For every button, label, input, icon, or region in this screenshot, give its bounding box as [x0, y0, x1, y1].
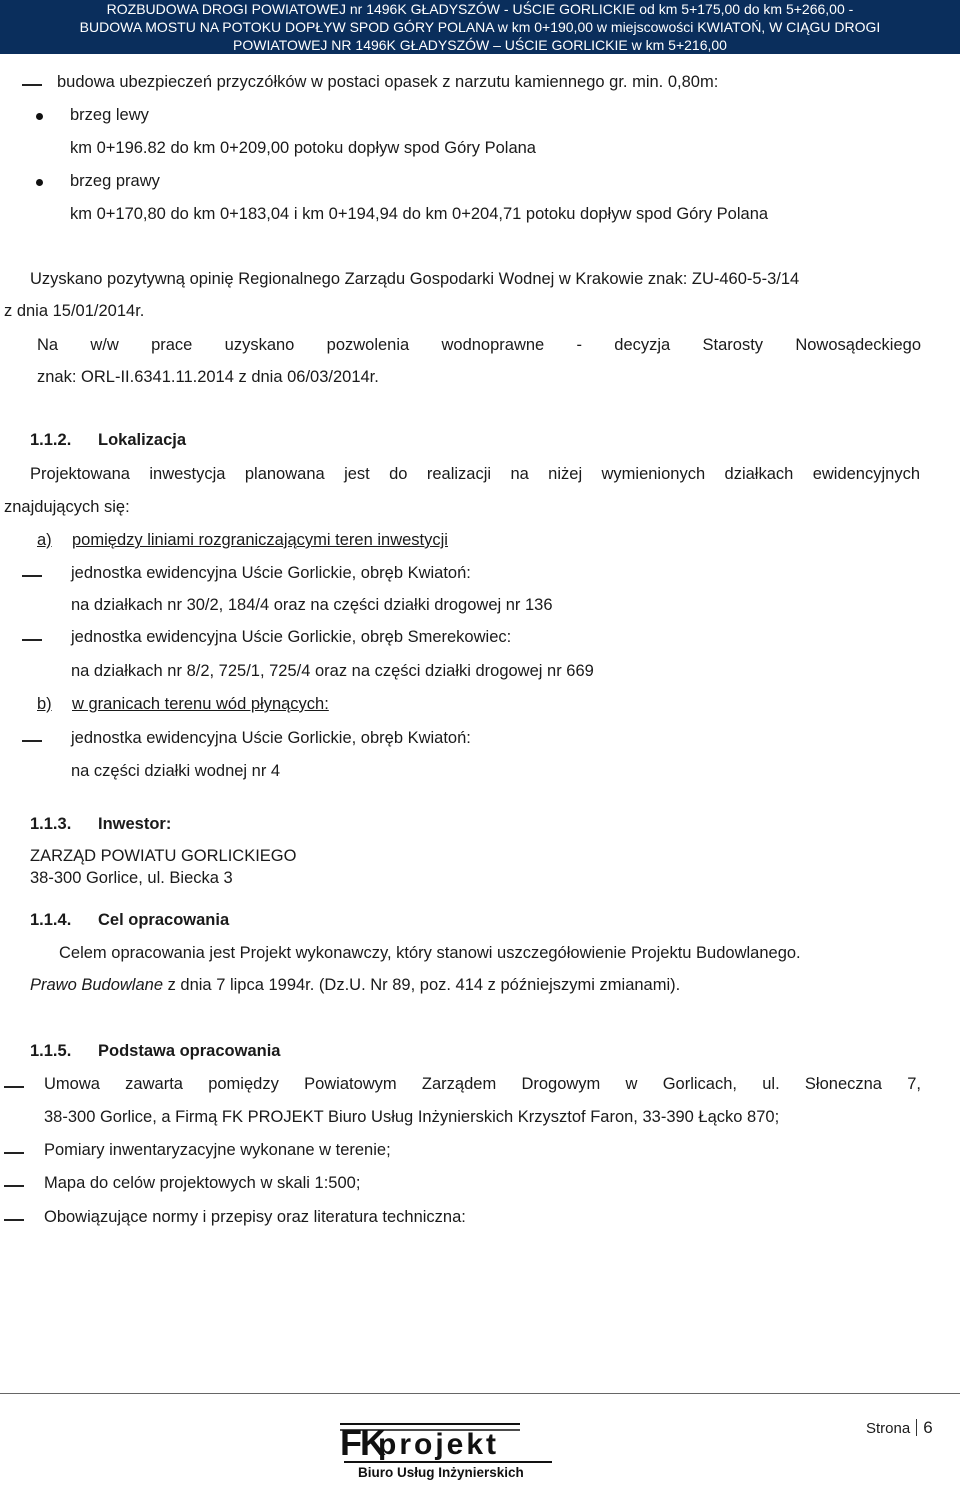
opinion-line-2: z dnia 15/01/2014r.: [4, 302, 145, 320]
dash-bullet: [22, 84, 42, 86]
purpose-line-2: [30, 976, 680, 995]
location-intro-line-1: Projektowana inwestycja planowana jest do realizacji na niżej wymienionych działkach ewidencyjnych: [30, 465, 920, 483]
list-a-text: pomiędzy liniami rozgraniczającymi teren inwestycji: [72, 531, 448, 549]
permit-line-2: znak: ORL-II.6341.11.2014 z dnia 06/03/2014r.: [37, 368, 379, 386]
section-number: 1.1.4.: [30, 911, 72, 929]
dash-bullet: [22, 740, 42, 742]
dash-bullet: [4, 1086, 24, 1088]
logo-subtitle: Biuro Usług Inżynierskich: [358, 1465, 524, 1480]
page-number: 6: [923, 1418, 933, 1437]
page-number-block: [866, 1418, 933, 1438]
list-label-a: a): [37, 531, 52, 549]
company-logo: [340, 1418, 560, 1484]
law-reference: z dnia 7 lipca 1994r. (Dz.U. Nr 89, poz. 414 z późniejszymi zmianami).: [163, 976, 681, 994]
logo-projekt: projekt: [378, 1428, 500, 1461]
basis-item-1-line-2: 38-300 Gorlice, a Firmą FK PROJEKT Biuro Usług Inżynierskich Krzysztof Faron, 33-390 Łącko 870;: [44, 1108, 780, 1126]
header-line-2: BUDOWA MOSTU NA POTOKU DOPŁYW SPOD GÓRY POLANA w km 0+190,00 w miejscowości KWIATOŃ, W CIĄGU DROGI: [79, 19, 881, 35]
investor-name: ZARZĄD POWIATU GORLICKIEGO: [30, 847, 297, 865]
section-title: Inwestor:: [98, 815, 172, 833]
section-number: 1.1.3.: [30, 815, 72, 833]
plots-smerekowiec: na działkach nr 8/2, 725/1, 725/4 oraz na części działki drogowej nr 669: [71, 662, 594, 680]
basis-item-1-line-1: Umowa zawarta pomiędzy Powiatowym Zarządem Drogowym w Gorlicach, ul. Słoneczna 7,: [44, 1075, 921, 1093]
header-line-1: ROZBUDOWA DROGI POWIATOWEJ nr 1496K GŁADYSZÓW - UŚCIE GORLICKIE od km 5+175,00 do km 5+266,00 -: [106, 1, 854, 17]
plots-kwiaton-water: na części działki wodnej nr 4: [71, 762, 281, 780]
page-separator: [916, 1419, 917, 1436]
unit-kwiaton: jednostka ewidencyjna Uście Gorlickie, obręb Kwiatoń:: [71, 564, 471, 582]
dash-bullet: [22, 575, 42, 577]
section-title: Lokalizacja: [98, 431, 187, 449]
unit-kwiaton-water: jednostka ewidencyjna Uście Gorlickie, obręb Kwiatoń:: [71, 729, 471, 747]
opinion-line-1: Uzyskano pozytywną opinię Regionalnego Zarządu Gospodarki Wodnej w Krakowie znak: ZU-460-5-3/14: [30, 270, 800, 288]
bank-right-km: km 0+170,80 do km 0+183,04 i km 0+194,94 do km 0+204,71 potoku dopływ spod Góry Polana: [70, 205, 769, 223]
unit-smerekowiec: jednostka ewidencyjna Uście Gorlickie, obręb Smerekowiec:: [71, 628, 512, 646]
basis-item-2: Pomiary inwentaryzacyjne wykonane w terenie;: [44, 1141, 391, 1159]
dash-bullet: [22, 639, 42, 641]
permit-line-1: Na w/w prace uzyskano pozwolenia wodnoprawne - decyzja Starosty Nowosądeckiego: [37, 336, 921, 354]
bullet-dot: [36, 179, 43, 186]
dash-bullet: [4, 1185, 24, 1187]
bank-left-km: km 0+196.82 do km 0+209,00 potoku dopływ spod Góry Polana: [70, 139, 536, 157]
section-title: Podstawa opracowania: [98, 1042, 281, 1060]
purpose-line-1: Celem opracowania jest Projekt wykonawczy, który stanowi uszczegółowienie Projektu Budowlanego.: [59, 944, 801, 962]
footer-rule: [0, 1393, 960, 1394]
basis-item-3: Mapa do celów projektowych w skali 1:500;: [44, 1174, 361, 1192]
list-label-b: b): [37, 695, 52, 713]
bank-right-label: brzeg prawy: [70, 172, 160, 190]
section-number: 1.1.2.: [30, 431, 72, 449]
investor-address: 38-300 Gorlice, ul. Biecka 3: [30, 869, 233, 887]
list-b-text: w granicach terenu wód płynących:: [72, 695, 329, 713]
item-opaski: budowa ubezpieczeń przyczółków w postaci opasek z narzutu kamiennego gr. min. 0,80m:: [57, 73, 719, 91]
logo-fk: FK: [340, 1422, 384, 1463]
basis-item-4: Obowiązujące normy i przepisy oraz literatura techniczna:: [44, 1208, 466, 1226]
plots-kwiaton: na działkach nr 30/2, 184/4 oraz na części działki drogowej nr 136: [71, 596, 553, 614]
section-title: Cel opracowania: [98, 911, 230, 929]
section-number: 1.1.5.: [30, 1042, 72, 1060]
page-label: Strona: [866, 1420, 911, 1437]
location-intro-line-2: znajdujących się:: [4, 498, 130, 516]
law-name: Prawo Budowlane: [30, 976, 163, 994]
bank-left-label: brzeg lewy: [70, 106, 149, 124]
dash-bullet: [4, 1152, 24, 1154]
document-header: [0, 0, 960, 54]
header-line-3: POWIATOWEJ NR 1496K GŁADYSZÓW – UŚCIE GORLICKIE w km 5+216,00: [233, 37, 727, 53]
bullet-dot: [36, 113, 43, 120]
dash-bullet: [4, 1219, 24, 1221]
